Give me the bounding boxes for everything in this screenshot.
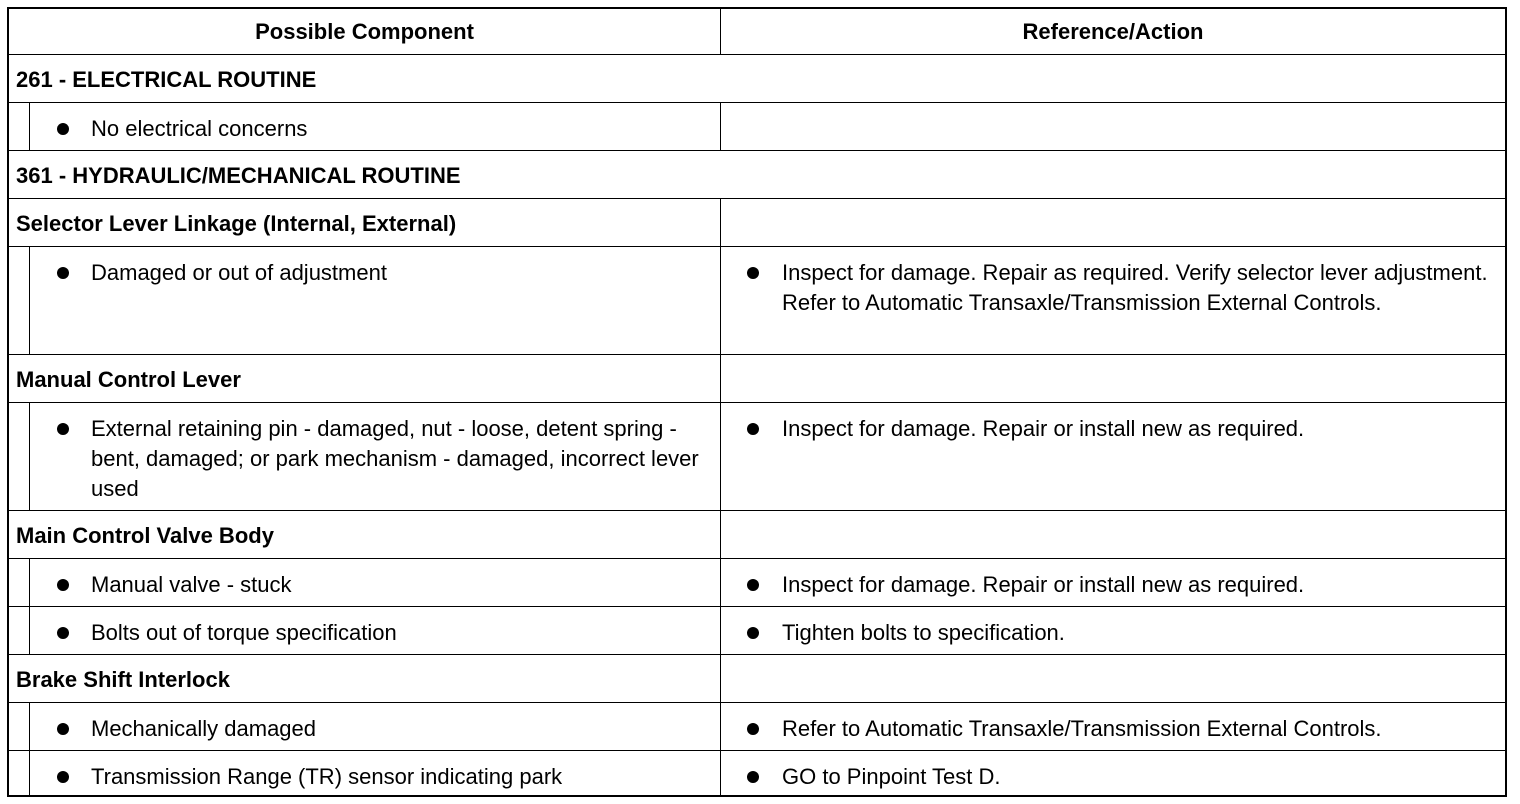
component-item <box>57 618 710 648</box>
group-title: Selector Lever Linkage (Internal, External) <box>16 211 457 236</box>
action-text: Refer to Automatic Transaxle/Transmission External Controls. <box>782 716 1382 741</box>
component-text: Transmission Range (TR) sensor indicating park <box>91 764 563 789</box>
bullet-icon <box>747 423 759 435</box>
action-cell-empty <box>720 103 1505 150</box>
component-text: External retaining pin - damaged, nut - loose, detent spring - bent, damaged; or park mechanism - damaged, incorrect lever used <box>91 416 699 501</box>
component-item <box>57 714 710 744</box>
section-row-electrical <box>9 55 1505 103</box>
bullet-icon <box>57 267 69 279</box>
section-title: 361 - HYDRAULIC/MECHANICAL ROUTINE <box>16 163 461 188</box>
action-item <box>747 258 1495 318</box>
table-row <box>9 751 1505 795</box>
bullet-icon <box>57 627 69 639</box>
table-row <box>9 247 1505 355</box>
action-text: Tighten bolts to specification. <box>782 620 1065 645</box>
action-item <box>747 570 1495 600</box>
section-title: 261 - ELECTRICAL ROUTINE <box>16 67 317 92</box>
action-item <box>747 618 1495 648</box>
group-row-selector-lever <box>9 199 1505 247</box>
bullet-icon <box>747 723 759 735</box>
table-row <box>9 403 1505 511</box>
table-row <box>9 103 1505 151</box>
bullet-icon <box>57 423 69 435</box>
action-item <box>747 762 1495 792</box>
component-text: Bolts out of torque specification <box>91 620 397 645</box>
bullet-icon <box>747 627 759 639</box>
table-row <box>9 559 1505 607</box>
group-title: Manual Control Lever <box>16 367 241 392</box>
group-title: Brake Shift Interlock <box>16 667 230 692</box>
component-text: No electrical concerns <box>91 116 308 141</box>
action-item <box>747 414 1495 444</box>
bullet-icon <box>57 771 69 783</box>
diagnostic-table <box>7 7 1507 797</box>
bullet-icon <box>747 771 759 783</box>
table-row <box>9 703 1505 751</box>
component-item <box>57 570 710 600</box>
section-row-hydraulic <box>9 151 1505 199</box>
bullet-icon <box>57 123 69 135</box>
action-item <box>747 714 1495 744</box>
bullet-icon <box>57 579 69 591</box>
action-text: Inspect for damage. Repair as required. Verify selector lever adjustment. Refer to Automatic Transaxle/Transmission External Controls. <box>782 260 1488 315</box>
header-reference-action: Reference/Action <box>720 9 1505 54</box>
component-item <box>57 258 710 288</box>
group-row-main-control-valve-body <box>9 511 1505 559</box>
group-row-manual-control-lever <box>9 355 1505 403</box>
component-text: Manual valve - stuck <box>91 572 292 597</box>
component-item <box>57 114 710 144</box>
component-text: Mechanically damaged <box>91 716 317 741</box>
table-row <box>9 607 1505 655</box>
component-item <box>57 762 710 792</box>
group-row-brake-shift-interlock <box>9 655 1505 703</box>
bullet-icon <box>57 723 69 735</box>
component-text: Damaged or out of adjustment <box>91 260 387 285</box>
action-text: GO to Pinpoint Test D. <box>782 764 1001 789</box>
table-header-row <box>9 9 1505 55</box>
action-text: Inspect for damage. Repair or install new as required. <box>782 572 1305 597</box>
component-item <box>57 414 710 504</box>
bullet-icon <box>747 267 759 279</box>
action-text: Inspect for damage. Repair or install new as required. <box>782 416 1305 441</box>
bullet-icon <box>747 579 759 591</box>
header-possible-component: Possible Component <box>255 18 474 44</box>
group-title: Main Control Valve Body <box>16 523 274 548</box>
